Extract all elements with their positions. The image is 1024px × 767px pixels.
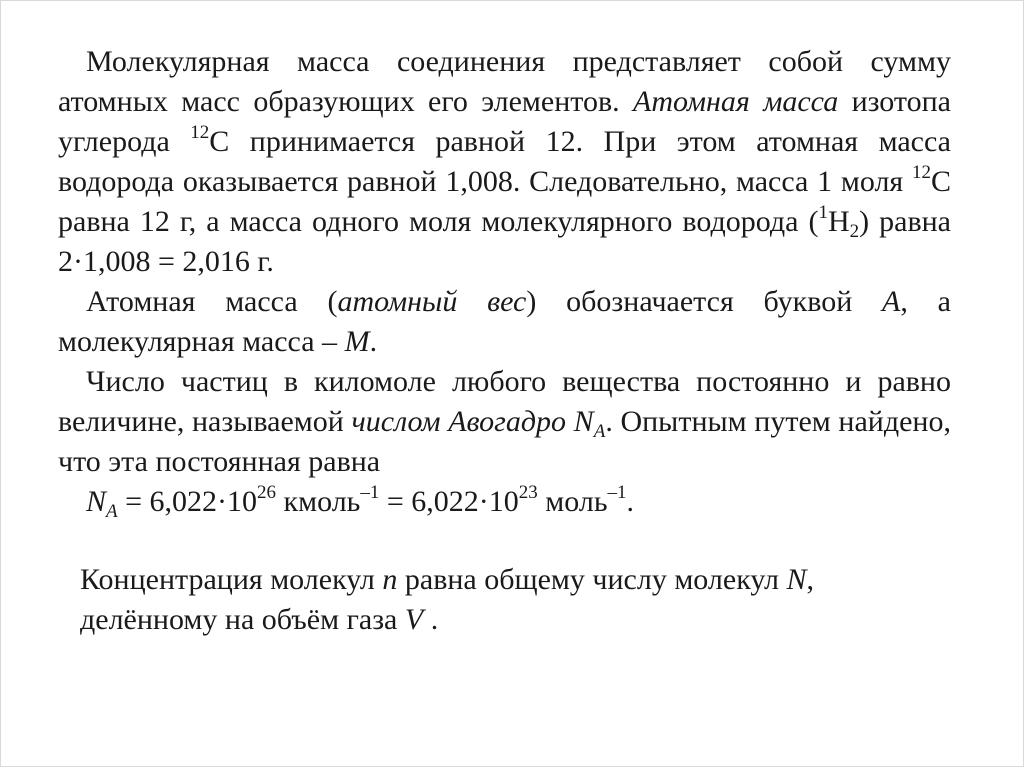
paragraph-avogadro	[58, 362, 951, 482]
p2-text-b: ) обозначается буквой	[526, 285, 883, 318]
concentration-text-block	[80, 560, 950, 640]
term-atomic-mass: Атомная масса	[633, 85, 839, 118]
p2-text-d: .	[369, 325, 378, 358]
formula-unit-mol: моль	[537, 485, 608, 518]
symbol-v: V	[404, 603, 424, 636]
p1-text-e: ) равна 2·1,008 = 2,016 г.	[58, 205, 951, 278]
p4-text-d: делённому на объём газа	[80, 603, 405, 636]
paragraph-concentration	[80, 560, 950, 640]
formula-exponent-26: 26	[257, 482, 277, 503]
paragraph-molecular-mass	[58, 42, 951, 282]
formula-symbol-n: N	[86, 485, 107, 518]
hydrogen-subscript: 2	[849, 221, 860, 242]
p4-text-c: ,	[806, 563, 815, 596]
term-atomic-weight: атомный вес	[337, 285, 527, 318]
p1-text-c: принимается равной 12. При этом атомная масса водорода оказывается равной 1,008. Следовательно, масса 1 моля	[58, 125, 951, 198]
p4-text-a: Концентрация молекул	[80, 563, 383, 596]
formula-avogadro	[58, 482, 951, 522]
symbol-small-n: n	[382, 563, 398, 596]
paragraph-atomic-weight	[58, 282, 951, 362]
p2-text-c: , а молекулярная масса –	[58, 285, 951, 358]
p4-text-e: .	[423, 603, 439, 636]
formula-value-1: = 6,022·10	[117, 485, 258, 518]
p2-text-a: Атомная масса (	[86, 285, 338, 318]
symbol-a: A	[882, 285, 901, 318]
p3-text-b: . Опытным путем найдено, что эта постоянная равна	[58, 405, 951, 478]
main-text-block	[58, 42, 951, 522]
formula-unit-mol-exponent: –1	[607, 482, 627, 503]
symbol-big-n: N	[786, 563, 807, 596]
isotope-mass-12-second: 12	[911, 162, 931, 183]
avogadro-subscript: A	[593, 421, 606, 442]
p1-text-b: изотопа углерода	[58, 85, 952, 158]
formula-end: .	[626, 485, 635, 518]
hydrogen-mass-number: 1	[818, 202, 828, 223]
symbol-m: M	[344, 325, 370, 358]
p4-text-b: равна общему числу молекул	[397, 563, 787, 596]
term-avogadro-number: числом Авогадро N	[351, 405, 594, 438]
element-hydrogen: H	[827, 205, 850, 238]
formula-unit-kmol: кмоль	[276, 485, 361, 518]
p1-text-a: Молекулярная масса соединения представляет собой сумму атомных масс образующих его элементов.	[58, 45, 951, 118]
p3-text-a: Число частиц в киломоле любого вещества постоянно и равно величине, называемой	[58, 365, 951, 438]
formula-unit-kmol-exponent: –1	[360, 482, 380, 503]
element-carbon: C	[209, 125, 230, 158]
isotope-mass-12: 12	[190, 122, 210, 143]
p1-text-d: равна 12 г, а масса одного моля молекулярного водорода (	[58, 205, 819, 238]
formula-value-2: = 6,022·10	[379, 485, 519, 518]
formula-exponent-23: 23	[518, 482, 538, 503]
formula-subscript-a: A	[106, 501, 118, 522]
element-carbon-second: C	[930, 165, 951, 198]
